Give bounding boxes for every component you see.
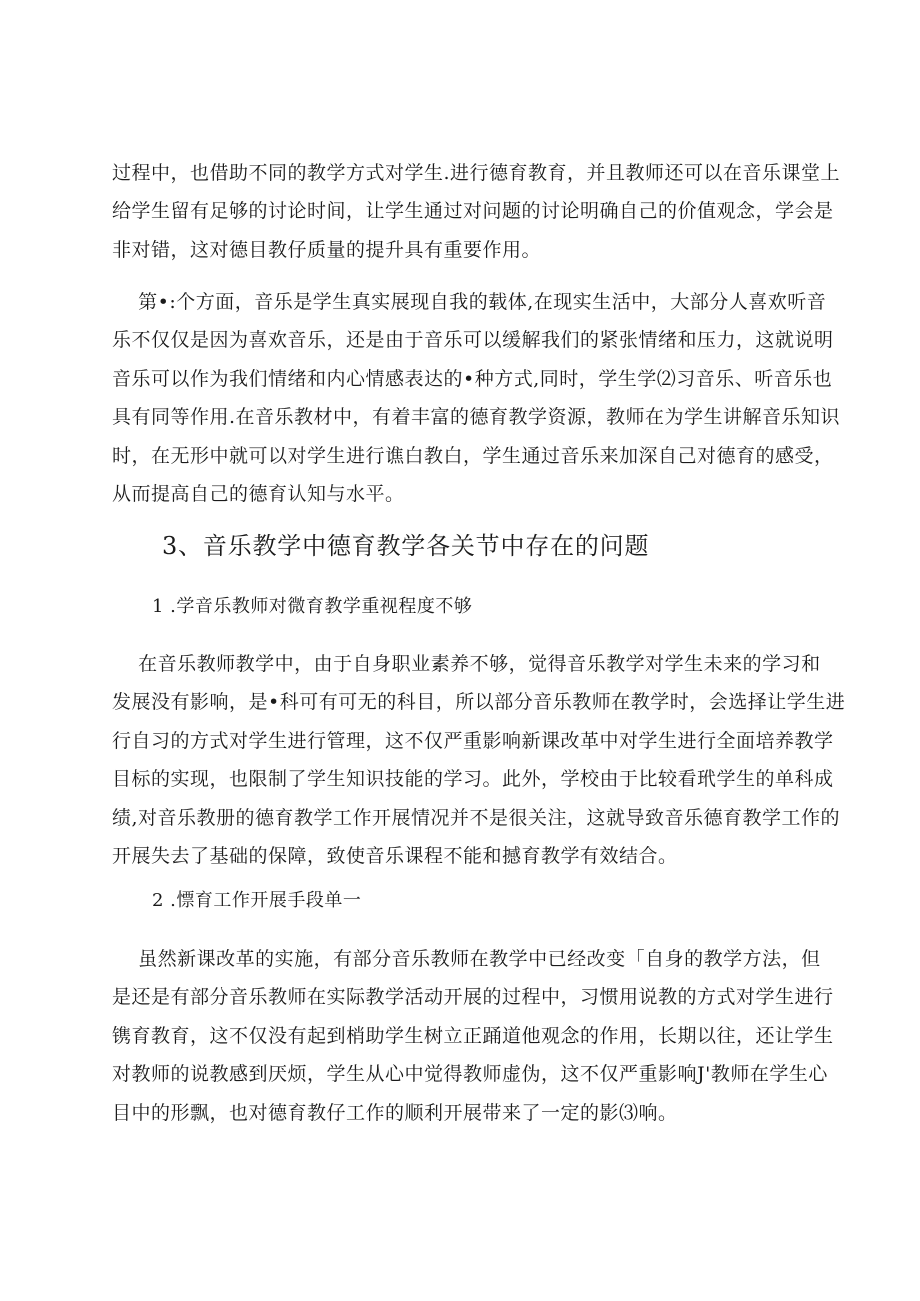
paragraph-line: 时，在无形中就可以对学生进行谯白教白，学生通过音乐来加深自己对德育的感受， [112, 444, 834, 467]
paragraph-line: 第•:个方面，音乐是学生真实展现自我的载体,在现实生活中，大部分人喜欢听音 [112, 291, 827, 313]
paragraph-line: 给学生留有足够的讨论时间，让学生通过对问题的讨论明确自己的价值观念，学会是 [112, 200, 834, 223]
paragraph-line: 开展失去了基础的保障，致使音乐课程不能和撼育教学有效结合。 [112, 845, 678, 868]
paragraph-3 [112, 645, 846, 875]
paragraph-line: 目中的形飘，也对德育教仔工作的顺利开展带来了一定的影⑶响。 [112, 1101, 678, 1124]
paragraph-line: 镌育教育，这不仅没有起到梢助学生树立正踊道他观念的作用，长期以往，还让学生 [112, 1024, 834, 1047]
paragraph-line: 是还是有部分音乐教师在实际教学活动开展的过程中，习惯用说教的方式对学生进行 [112, 986, 834, 1009]
paragraph-line: 具有同等作用.在音乐教材中，有着丰富的德育教学资源，教师在为学生讲解音乐知识 [112, 406, 841, 429]
subheading-1: 1 .学音乐教师对微育教学重视程度不够 [152, 596, 473, 617]
paragraph-line: 非对错，这对德目教仔质量的提升具有重要作用。 [112, 238, 542, 261]
paragraph-line: 过程中，也借助不同的教学方式对学生.进行德育教育，并且教师还可以在音乐课堂上 [112, 162, 841, 184]
paragraph-4 [112, 940, 834, 1132]
paragraph-2 [112, 283, 841, 513]
paragraph-line: 行自习的方式对学生进行管理，这不仅严重影响新课改革中对学生进行全面培养教学 [112, 729, 834, 752]
paragraph-line: 发展没有影响，是•科可有可无的科目，所以部分音乐教师在教学时，会选择让学生进 [112, 691, 846, 714]
paragraph-line: 绩,对音乐教册的德育教学工作开展情况并不是很关注，这就导致音乐德育教学工作的 [112, 806, 841, 829]
section-heading: 3、音乐教学中德育教学各关节中存在的问题 [162, 532, 650, 560]
paragraph-line: 乐不仅仅是因为喜欢音乐，还是由于音乐可以缓解我们的紧张情绪和压力，这就说明 [112, 329, 834, 352]
paragraph-line: 音乐可以作为我们情绪和内心情感表达的•种方式,同时，学生学⑵习音乐、听音乐也 [112, 367, 833, 390]
subheading-2: 2 .慓育工作开展手段单一 [152, 890, 362, 911]
paragraph-line: 在音乐教师教学中，由于自身职业素养不够，觉得音乐教学对学生未来的学习和 [112, 653, 821, 675]
paragraph-1 [112, 154, 841, 269]
paragraph-line: 从而提高自己的德育认知与水平。 [112, 483, 405, 506]
paragraph-line: 目标的实现，也限制了学生知识技能的学习。此外，学校由于比较看玳学生的单科成 [112, 768, 834, 791]
paragraph-line: 对教师的说教感到厌烦，学生从心中觉得教师虚伪，这不仅严重影响J'教师在学生心 [112, 1063, 828, 1086]
paragraph-line: 虽然新课改革的实施，有部分音乐教师在教学中已经改变「自身的教学方法，但 [112, 948, 821, 970]
